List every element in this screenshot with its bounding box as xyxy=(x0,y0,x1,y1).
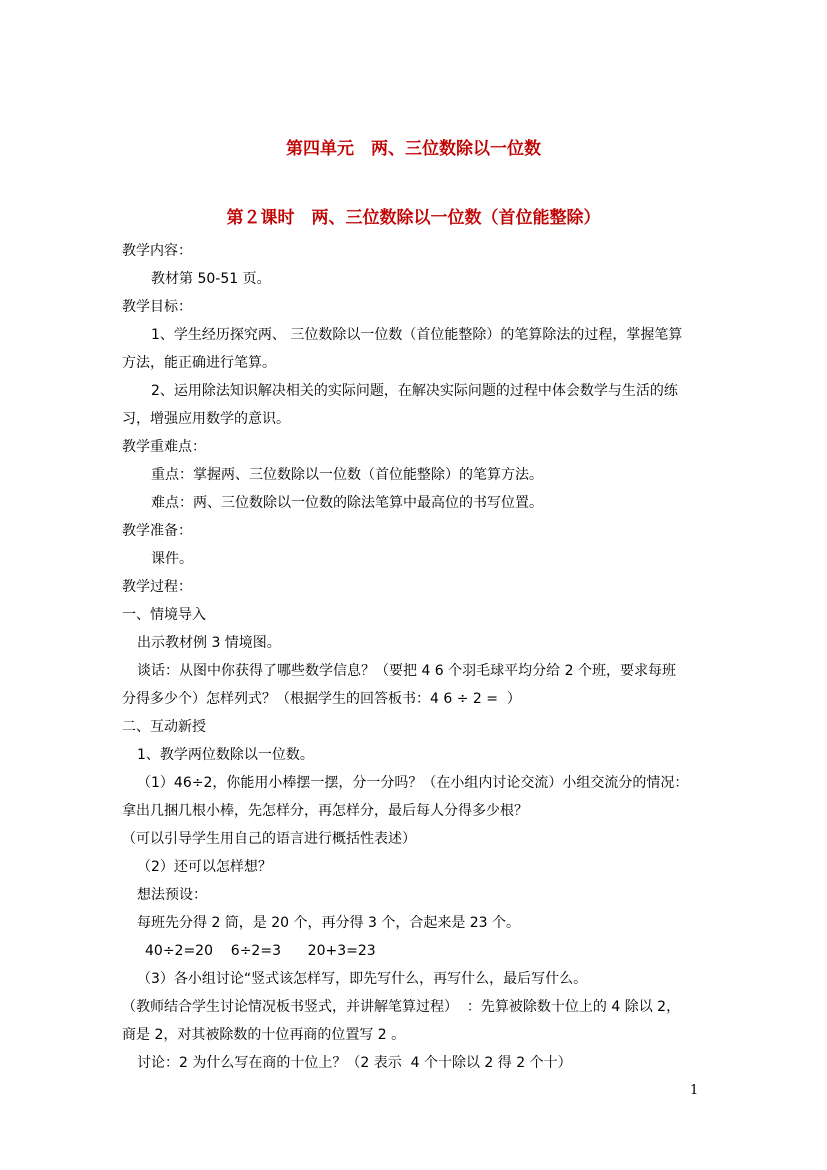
goal-line: 习，增强应用数学的意识。 xyxy=(122,411,290,427)
process-line: 出示教材例 3 情境图。 xyxy=(137,635,281,651)
goal-line: 1、学生经历探究两、 三位数除以一位数（首位能整除）的笔算除法的过程，掌握笔算 xyxy=(151,327,683,343)
page-number: 1 xyxy=(690,1083,699,1098)
process-line: （教师结合学生讨论情况板书竖式，并讲解笔算过程） ：先算被除数十位上的 4 除以 2， xyxy=(122,999,681,1015)
goals-heading: 教学目标： xyxy=(122,299,192,315)
process-line: 分得多少个）怎样列式？（根据学生的回答板书：4 6 ÷ 2 = ） xyxy=(122,691,521,707)
process-line: 商是 2，对其被除数的十位再商的位置写 2 。 xyxy=(122,1027,406,1043)
difficult-point: 难点：两、三位数除以一位数的除法笔算中最高位的书写位置。 xyxy=(151,495,543,511)
key-point: 重点：掌握两、三位数除以一位数（首位能整除）的笔算方法。 xyxy=(151,467,543,483)
section-heading: 二、互动新授 xyxy=(122,719,206,735)
content-heading: 教学内容： xyxy=(122,243,192,259)
goal-line: 2、运用除法知识解决相关的实际问题，在解决实际问题的过程中体会数学与生活的练 xyxy=(151,383,678,399)
process-line: （可以引导学生用自己的语言进行概括性表述） xyxy=(122,831,416,847)
process-line: 讨论：2 为什么写在商的十位上？（2 表示 4 个十除以 2 得 2 个十） xyxy=(137,1055,572,1071)
unit-title: 第四单元 两、三位数除以一位数 xyxy=(286,139,541,159)
process-line: 拿出几捆几根小棒，先怎样分，再怎样分，最后每人分得多少根？ xyxy=(122,803,528,819)
process-heading: 教学过程： xyxy=(122,579,192,595)
key-points-heading: 教学重难点： xyxy=(122,439,206,455)
section-heading: 一、情境导入 xyxy=(122,607,206,623)
lesson-title: 第２课时 两、三位数除以一位数（首位能整除） xyxy=(226,208,601,228)
preparation-text: 课件。 xyxy=(151,551,193,567)
process-line: 想法预设： xyxy=(137,887,207,903)
goal-line: 方法，能正确进行笔算。 xyxy=(122,355,276,371)
process-line: （1）46÷2，你能用小棒摆一摆，分一分吗？（在小组内讨论交流）小组交流分的情况： xyxy=(137,775,689,791)
content-text: 教材第 50-51 页。 xyxy=(151,271,271,287)
process-line: 40÷2=20 6÷2=3 20+3=23 xyxy=(145,943,376,959)
process-line: 每班先分得 2 筒，是 20 个，再分得 3 个，合起来是 23 个。 xyxy=(137,915,521,931)
preparation-heading: 教学准备： xyxy=(122,523,192,539)
process-line: 1、教学两位数除以一位数。 xyxy=(137,747,314,763)
process-line: （3）各小组讨论“竖式该怎样写，即先写什么，再写什么，最后写什么。 xyxy=(137,971,588,987)
process-line: （2）还可以怎样想？ xyxy=(137,859,272,875)
process-line: 谈话：从图中你获得了哪些数学信息？（要把 4 6 个羽毛球平均分给 2 个班，要求每班 xyxy=(137,663,676,679)
